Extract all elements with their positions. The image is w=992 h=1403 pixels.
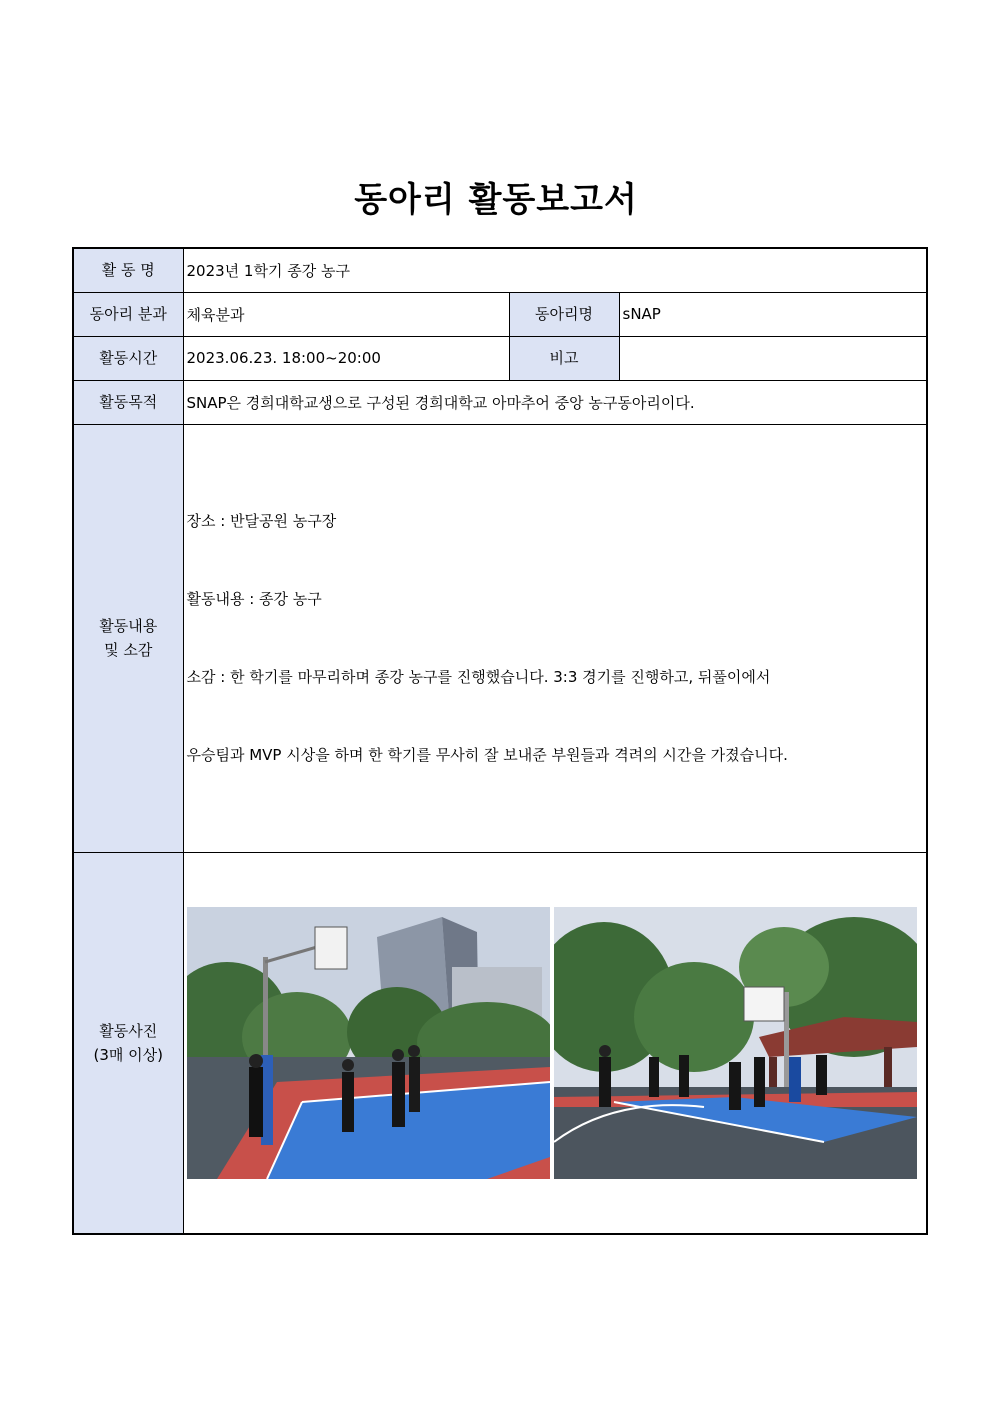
row-content xyxy=(73,424,927,852)
division-value: 체육분과 xyxy=(183,292,509,336)
division-label: 동아리 분과 xyxy=(73,292,183,336)
document-title: 동아리 활동보고서 xyxy=(354,180,638,220)
basketball-photo-2 xyxy=(554,907,917,1179)
club-name-label: 동아리명 xyxy=(509,292,619,336)
content-text xyxy=(187,456,924,820)
content-line-place: 장소 : 반달공원 농구장 xyxy=(186,512,337,530)
content-value xyxy=(183,424,927,852)
report-table xyxy=(72,247,928,1235)
purpose-label: 활동목적 xyxy=(73,380,183,424)
photos-label-line1: 활동사진 xyxy=(99,1021,158,1040)
activity-name-label: 활 동 명 xyxy=(73,248,183,292)
time-value: 2023.06.23. 18:00~20:00 xyxy=(183,336,509,380)
content-line-impression-2: 우승팀과 MVP 시상을 하며 한 학기를 무사히 잘 보내준 부원들과 격려의 시간을 가졌습니다. xyxy=(186,746,788,764)
photos-label xyxy=(73,852,183,1234)
content-label-line2: 및 소감 xyxy=(104,641,153,659)
photos-label-line2: (3매 이상) xyxy=(93,1045,163,1064)
club-name-value: sNAP xyxy=(619,292,927,336)
basketball-photo-1 xyxy=(187,907,550,1179)
activity-name-value: 2023년 1학기 종강 농구 xyxy=(183,248,927,292)
time-label: 활동시간 xyxy=(73,336,183,380)
row-purpose xyxy=(73,380,927,424)
purpose-value: SNAP은 경희대학교생으로 구성된 경희대학교 아마추어 중앙 농구동아리이다. xyxy=(183,380,927,424)
content-line-activity: 활동내용 : 종강 농구 xyxy=(186,590,322,608)
content-label-line1: 활동내용 xyxy=(99,617,158,635)
content-label xyxy=(73,424,183,852)
photos-cell xyxy=(183,852,927,1234)
row-division xyxy=(73,292,927,336)
remarks-value xyxy=(619,336,927,380)
photo-strip xyxy=(187,907,924,1179)
row-activity-name xyxy=(73,248,927,292)
row-time xyxy=(73,336,927,380)
row-photos xyxy=(73,852,927,1234)
remarks-label: 비고 xyxy=(509,336,619,380)
content-line-impression-1: 소감 : 한 학기를 마무리하며 종강 농구를 진행했습니다. 3:3 경기를 진행하고, 뒤풀이에서 xyxy=(186,668,771,686)
